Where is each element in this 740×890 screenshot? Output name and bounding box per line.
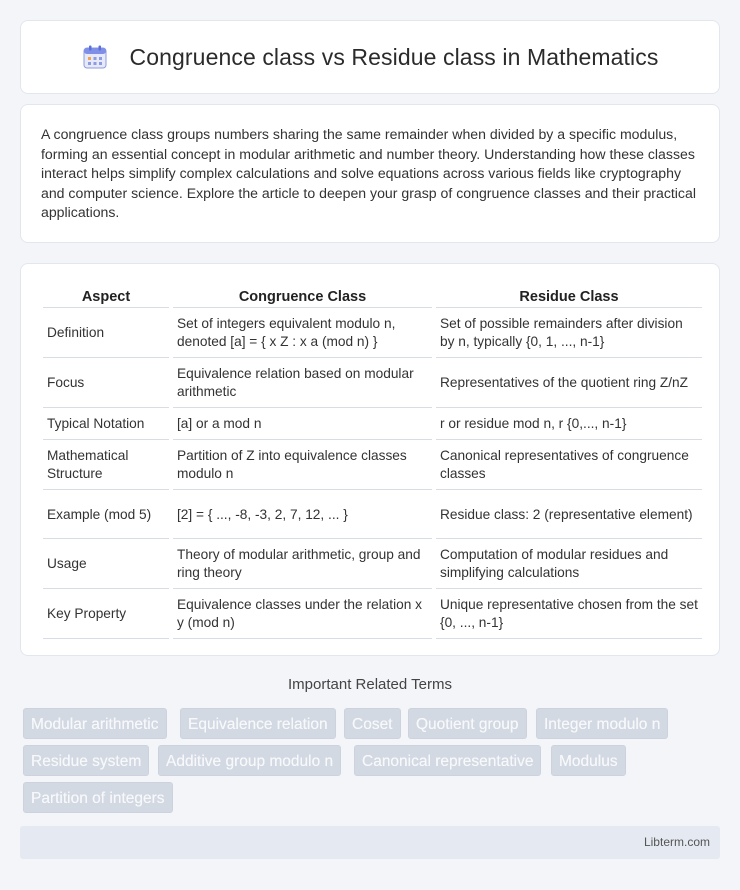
- row-residue: Set of possible remainders after division by n, typically {0, 1, ..., n-1}: [436, 308, 702, 358]
- tag-quotient-group[interactable]: Quotient group: [408, 708, 527, 739]
- row-aspect: Key Property: [43, 589, 169, 639]
- tag-canonical-representative[interactable]: Canonical representative: [354, 745, 541, 776]
- table-header-row: [43, 286, 702, 308]
- comparison-table: [39, 286, 706, 639]
- title-card: [20, 20, 720, 94]
- page-title: Congruence class vs Residue class in Mathematics: [129, 43, 659, 70]
- row-congruence: Equivalence relation based on modular arithmetic: [173, 358, 432, 408]
- row-congruence: Equivalence classes under the relation x y (mod n): [173, 589, 432, 639]
- row-congruence: Set of integers equivalent modulo n, denoted [a] = { x Z : x a (mod n) }: [173, 308, 432, 358]
- table-row: [43, 308, 702, 358]
- tag-additive-group-modulo-n[interactable]: Additive group modulo n: [158, 745, 341, 776]
- header-aspect: Aspect: [43, 286, 169, 308]
- tag-residue-system[interactable]: Residue system: [23, 745, 149, 776]
- comparison-table-card: [20, 263, 720, 656]
- tag-partition-of-integers[interactable]: Partition of integers: [23, 782, 173, 813]
- row-aspect: Definition: [43, 308, 169, 358]
- intro-card: [20, 104, 720, 243]
- row-congruence: Theory of modular arithmetic, group and ring theory: [173, 539, 432, 589]
- header-congruence-class: Congruence Class: [173, 286, 432, 308]
- table-row: [43, 358, 702, 408]
- row-residue: Canonical representatives of congruence classes: [436, 440, 702, 490]
- row-aspect: Mathematical Structure: [43, 440, 169, 490]
- row-congruence: [a] or a mod n: [173, 408, 432, 440]
- table-row: [43, 539, 702, 589]
- table-row: [43, 589, 702, 639]
- tag-coset[interactable]: Coset: [344, 708, 401, 739]
- footer-site-link[interactable]: Libterm.com: [643, 835, 710, 849]
- row-congruence: [2] = { ..., -8, -3, 2, 7, 12, ... }: [173, 490, 432, 539]
- row-aspect: Focus: [43, 358, 169, 408]
- row-residue: Representatives of the quotient ring Z/nZ: [436, 358, 702, 408]
- row-aspect: Usage: [43, 539, 169, 589]
- table-row: [43, 408, 702, 440]
- related-terms-heading: Important Related Terms: [288, 676, 452, 693]
- row-congruence: Partition of Z into equivalence classes modulo n: [173, 440, 432, 490]
- row-residue: Computation of modular residues and simplifying calculations: [436, 539, 702, 589]
- tag-equivalence-relation[interactable]: Equivalence relation: [180, 708, 336, 739]
- row-aspect: Typical Notation: [43, 408, 169, 440]
- row-aspect: Example (mod 5): [43, 490, 169, 539]
- calendar-icon: [82, 44, 108, 70]
- row-residue: Unique representative chosen from the set {0, ..., n-1}: [436, 589, 702, 639]
- table-row: [43, 490, 702, 539]
- table-row: [43, 440, 702, 490]
- tag-modulus[interactable]: Modulus: [551, 745, 626, 776]
- tag-modular-arithmetic[interactable]: Modular arithmetic: [23, 708, 167, 739]
- intro-paragraph: A congruence class groups numbers sharing the same remainder when divided by a specific modulus, forming an essential concept in modular arithmetic and number theory. Understanding how these classes interact helps simplify complex calculations and solve equations across various fields like cryptography and computer science. Explore the article to deepen your grasp of congruence classes and their practical applications.: [41, 126, 696, 220]
- row-residue: Residue class: 2 (representative element): [436, 490, 702, 539]
- header-residue-class: Residue Class: [436, 286, 702, 308]
- footer: [20, 826, 720, 859]
- tag-integer-modulo-n[interactable]: Integer modulo n: [536, 708, 668, 739]
- row-residue: r or residue mod n, r {0,..., n-1}: [436, 408, 702, 440]
